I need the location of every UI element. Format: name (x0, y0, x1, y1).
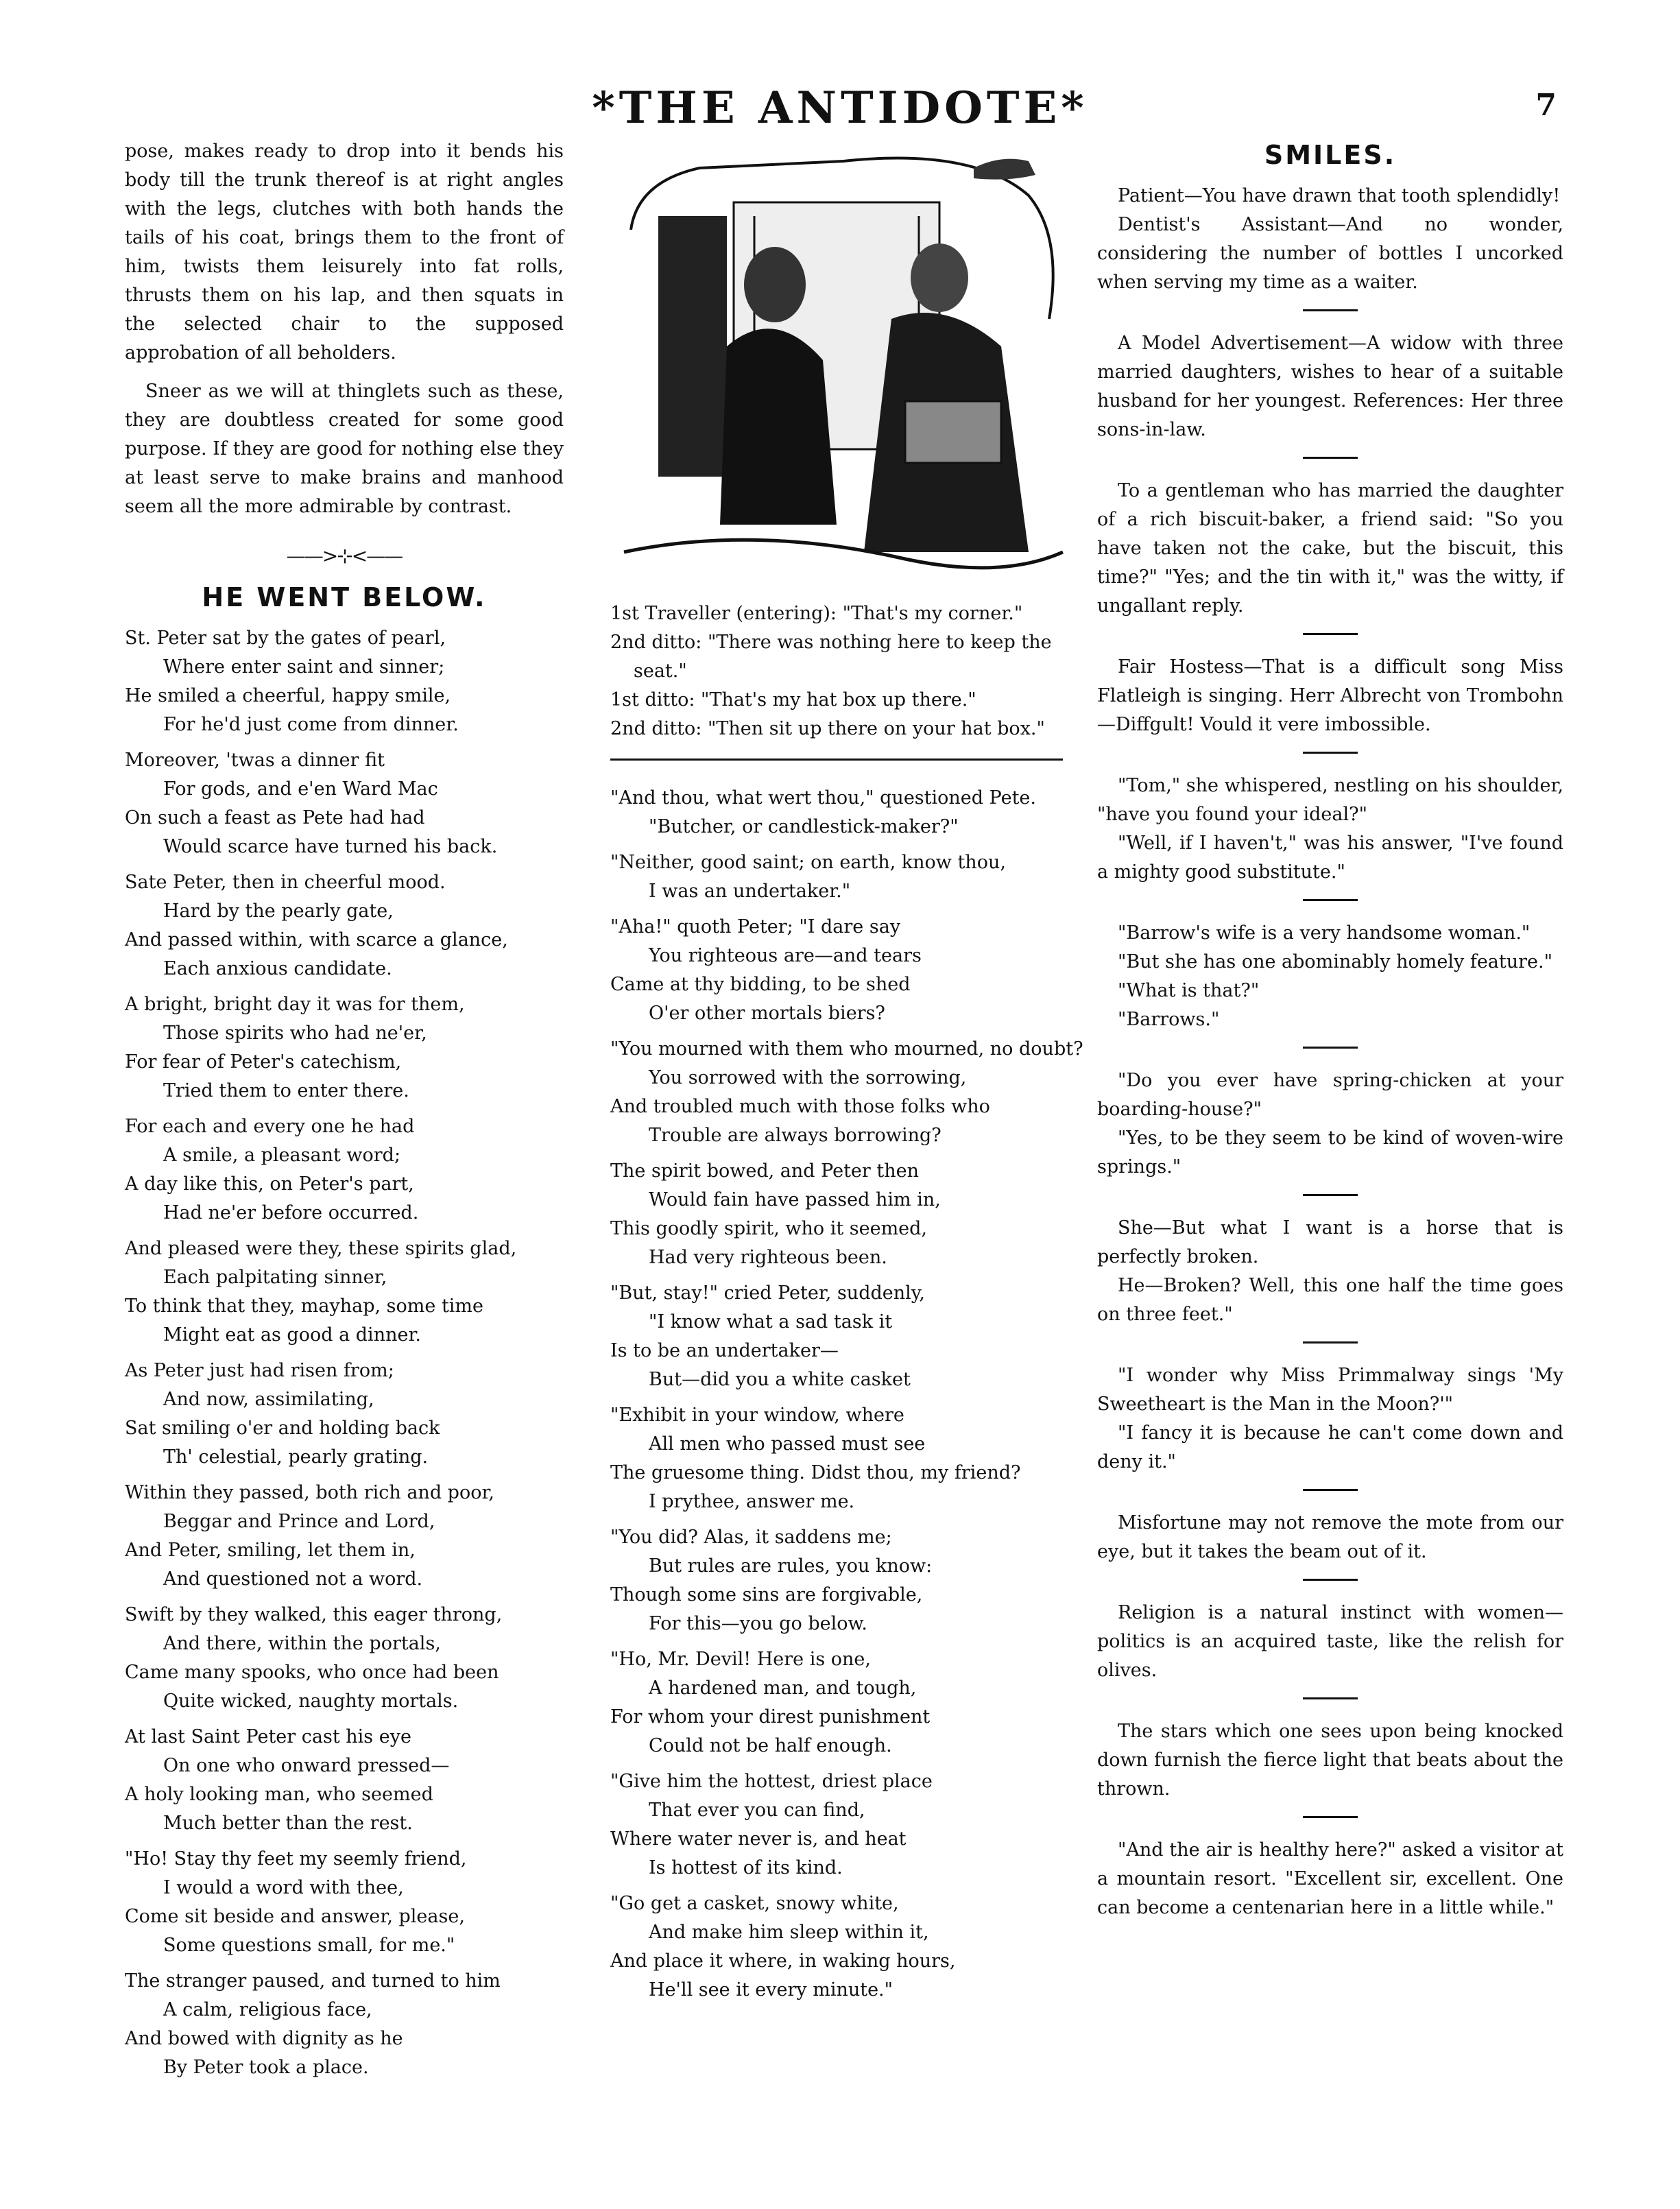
caption-line: 1st Traveller (entering): "That's my corner." (610, 603, 1023, 624)
poem-line: Would scarce have turned his back. (163, 836, 498, 857)
joke-paragraph: She—But what I want is a horse that is perfectly broken. (1097, 1217, 1563, 1267)
poem-line: Where enter saint and sinner; (163, 656, 445, 678)
poem-stanza (125, 1479, 564, 1594)
poem-line: "Ho! Stay thy feet my seemly friend, (125, 1848, 467, 1870)
poem-stanza (610, 1035, 1083, 1150)
poem-line: "Ho, Mr. Devil! Here is one, (610, 1649, 871, 1670)
poem-line: Would fain have passed him in, (649, 1189, 941, 1210)
joke-paragraph: The stars which one sees upon being knocked down furnish the fierce light that beats about the thrown. (1097, 1721, 1563, 1800)
poem-line: Where water never is, and heat (610, 1828, 907, 1850)
poem-line: But—did you a white casket (649, 1369, 911, 1390)
poem-line: For fear of Peter's catechism, (125, 1051, 402, 1073)
poem-line: "You did? Alas, it saddens me; (610, 1527, 892, 1548)
poem-part-two (610, 784, 1083, 2005)
poem-stanza (125, 990, 564, 1106)
poem-line: And troubled much with those folks who (610, 1096, 990, 1117)
joke-paragraph: Dentist's Assistant—And no wonder, considering the number of bottles I uncorked when serving my time as a waiter. (1097, 214, 1563, 293)
joke-item (1097, 1361, 1563, 1477)
poem-line: Moreover, 'twas a dinner fit (125, 750, 385, 771)
poem-stanza (610, 848, 1070, 906)
page-number: 7 (1535, 88, 1557, 123)
joke-paragraph: A Model Advertisement—A widow with three married daughters, wishes to hear of a suitable husband for her youngest. References: Her three sons-in-law. (1097, 333, 1563, 440)
poem-stanza (610, 913, 1070, 1028)
poem-stanza (125, 624, 564, 739)
joke-paragraph: To a gentleman who has married the daughter of a rich biscuit-baker, a friend said: "So you have taken not the cake, but the biscuit, this time?" "Yes; and the tin with it," was the witty, if ungallant reply. (1097, 480, 1563, 617)
poem-line: That ever you can find, (649, 1800, 865, 1821)
masthead-title: *THE ANTIDOTE* (592, 82, 1088, 134)
poem-line: Came many spooks, who once had been (125, 1662, 499, 1683)
item-divider (1303, 1579, 1358, 1581)
poem-line: Sat smiling o'er and holding back (125, 1418, 440, 1439)
poem-line: For this—you go below. (649, 1613, 867, 1634)
poem-line: A holy looking man, who seemed (125, 1784, 433, 1805)
poem-line: Tried them to enter there. (163, 1080, 409, 1101)
poem-part-one (125, 624, 564, 2082)
caption-line: 1st ditto: "That's my hat box up there." (610, 689, 976, 711)
poem-line: Hard by the pearly gate, (163, 900, 394, 922)
poem-stanza (125, 1967, 564, 2082)
poem-line: On such a feast as Pete had had (125, 807, 425, 828)
poem-line: Might eat as good a dinner. (163, 1324, 421, 1346)
poem-line: Is to be an undertaker— (610, 1340, 839, 1361)
poem-title: HE WENT BELOW. (202, 582, 487, 612)
poem-line: Could not be half enough. (649, 1735, 892, 1756)
poem-line: A bright, bright day it was for them, (125, 994, 465, 1015)
item-divider (1303, 1697, 1358, 1699)
joke-item (1097, 182, 1563, 297)
poem-line: "Give him the hottest, driest place (610, 1771, 933, 1792)
poem-line: And place it where, in waking hours, (610, 1950, 956, 1972)
left-column (125, 137, 564, 2089)
poem-line: Those spirits who had ne'er, (163, 1023, 427, 1044)
joke-paragraph: "Barrows." (1118, 1009, 1220, 1030)
poem-line: All men who passed must see (649, 1433, 926, 1455)
joke-paragraph: "But she has one abominably homely feature." (1118, 951, 1553, 972)
poem-line: And pleased were they, these spirits glad, (125, 1238, 517, 1259)
poem-line: "Aha!" quoth Peter; "I dare say (610, 916, 901, 938)
item-divider (1303, 1047, 1358, 1049)
poem-line: This goodly spirit, who it seemed, (610, 1218, 928, 1239)
poem-line: He smiled a cheerful, happy smile, (125, 685, 451, 706)
joke-paragraph: "Well, if I haven't," was his answer, "I've found a mighty good substitute." (1097, 833, 1563, 883)
smiles-list (1097, 182, 1563, 1922)
item-divider (1303, 1194, 1358, 1196)
poem-stanza (610, 1523, 1070, 1638)
poem-stanza (125, 1234, 564, 1350)
joke-item (1097, 1066, 1563, 1182)
joke-item (1097, 477, 1563, 621)
poem-line: And bowed with dignity as he (125, 2028, 403, 2049)
poem-line: You sorrowed with the sorrowing, (649, 1067, 967, 1088)
poem-stanza (125, 746, 564, 861)
joke-paragraph: "Tom," she whispered, nestling on his shoulder, "have you found your ideal?" (1097, 775, 1563, 825)
poem-stanza (610, 1279, 1070, 1394)
poem-line: On one who onward pressed— (163, 1755, 450, 1776)
poem-line: "And thou, what wert thou," questioned Pete. (610, 787, 1036, 809)
joke-item (1097, 1214, 1563, 1329)
poem-stanza (125, 1723, 564, 1838)
poem-line: For he'd just come from dinner. (163, 714, 459, 735)
train-compartment-illustration (617, 141, 1070, 580)
intro-paragraph: pose, makes ready to drop into it bends his body till the trunk thereof is at right angles with the legs, clutches with both hands the tails of his coat, brings them to the front of him, twists them leisurely into fat rolls, thrusts them on his lap, and then squats in the selected chair to the supposed approbation of all beholders. (125, 141, 564, 363)
poem-line: O'er other mortals biers? (649, 1003, 885, 1024)
joke-paragraph: "Barrow's wife is a very handsome woman." (1118, 922, 1531, 944)
poem-line: And questioned not a word. (163, 1568, 423, 1590)
joke-paragraph: "I fancy it is because he can't come down and deny it." (1097, 1422, 1563, 1472)
poem-line: Some questions small, for me." (163, 1935, 455, 1956)
joke-paragraph: "Yes, to be they seem to be kind of woven-wire springs." (1097, 1127, 1563, 1178)
poem-line: By Peter took a place. (163, 2057, 369, 2078)
joke-item (1097, 1717, 1563, 1804)
caption-line: 2nd ditto: "Then sit up there on your hat box." (610, 718, 1045, 739)
poem-line: Come sit beside and answer, please, (125, 1906, 465, 1927)
poem-stanza (125, 1112, 564, 1228)
poem-line: The gruesome thing. Didst thou, my friend? (610, 1462, 1021, 1483)
right-column (1097, 141, 1563, 1922)
item-divider (1303, 1489, 1358, 1491)
joke-item (1097, 772, 1563, 887)
poem-line: "But, stay!" cried Peter, suddenly, (610, 1282, 926, 1304)
poem-stanza (610, 1645, 1070, 1760)
joke-item (1097, 329, 1563, 444)
poem-stanza (125, 868, 564, 983)
poem-line: Within they passed, both rich and poor, (125, 1482, 494, 1503)
poem-stanza (610, 1889, 1070, 2005)
poem-line: Had ne'er before occurred. (163, 1202, 419, 1223)
poem-line: Had very righteous been. (649, 1247, 887, 1268)
item-divider (1303, 457, 1358, 459)
poem-stanza (125, 1357, 564, 1472)
section-rule (610, 759, 1063, 761)
joke-item (1097, 653, 1563, 739)
poem-line: A hardened man, and tough, (649, 1677, 917, 1699)
joke-paragraph: "What is that?" (1118, 980, 1260, 1001)
poem-line: St. Peter sat by the gates of pearl, (125, 628, 446, 649)
poem-stanza (610, 1767, 1070, 1883)
joke-item (1097, 919, 1563, 1034)
poem-line: And Peter, smiling, let them in, (125, 1540, 416, 1561)
poem-line: Each palpitating sinner, (163, 1267, 387, 1288)
poem-line: The spirit bowed, and Peter then (610, 1160, 919, 1182)
joke-paragraph: He—Broken? Well, this one half the time goes on three feet." (1097, 1275, 1563, 1325)
poem-stanza (610, 1401, 1070, 1516)
poem-line: Beggar and Prince and Lord, (163, 1511, 435, 1532)
poem-line: And now, assimilating, (163, 1389, 374, 1410)
joke-item (1097, 1836, 1563, 1922)
poem-line: Sate Peter, then in cheerful mood. (125, 872, 446, 893)
poem-line: And passed within, with scarce a glance, (125, 929, 508, 951)
poem-line: Th' celestial, pearly grating. (163, 1446, 429, 1468)
illustration-caption (610, 599, 1070, 743)
intro-paragraph: Sneer as we will at thinglets such as these, they are doubtless created for some good purpose. If they are good for nothing else they at least serve to make brains and manhood seem all the more admirable by contrast. (125, 381, 564, 517)
poem-line: Each anxious candidate. (163, 958, 392, 979)
item-divider (1303, 752, 1358, 754)
poem-line: As Peter just had risen from; (125, 1360, 394, 1381)
poem-line: Came at thy bidding, to be shed (610, 974, 911, 995)
poem-line: Is hottest of its kind. (649, 1857, 843, 1878)
poem-line: "Neither, good saint; on earth, know thou, (610, 852, 1006, 873)
joke-paragraph: Religion is a natural instinct with women—politics is an acquired taste, like the relish for olives. (1097, 1602, 1563, 1681)
poem-line: A calm, religious face, (163, 1999, 372, 2020)
poem-line: He'll see it every minute." (649, 1979, 893, 2001)
poem-line: Much better than the rest. (163, 1813, 413, 1834)
poem-line: And there, within the portals, (163, 1633, 441, 1654)
poem-line: A day like this, on Peter's part, (125, 1173, 414, 1195)
joke-paragraph: Misfortune may not remove the mote from our eye, but it takes the beam out of it. (1097, 1512, 1563, 1562)
joke-item (1097, 1599, 1563, 1685)
poem-line: At last Saint Peter cast his eye (125, 1726, 411, 1747)
poem-line: And make him sleep within it, (649, 1922, 929, 1943)
poem-line: You righteous are—and tears (649, 945, 922, 966)
poem-stanza (125, 1601, 564, 1716)
item-divider (1303, 1341, 1358, 1344)
joke-paragraph: "And the air is healthy here?" asked a visitor at a mountain resort. "Excellent sir, excellent. One can become a centenarian here in a little while." (1097, 1839, 1563, 1918)
poem-line: A smile, a pleasant word; (163, 1145, 401, 1166)
poem-line: To think that they, mayhap, some time (125, 1295, 484, 1317)
poem-line: Trouble are always borrowing? (649, 1125, 941, 1146)
poem-line: But rules are rules, you know: (649, 1555, 933, 1577)
item-divider (1303, 899, 1358, 901)
poem-line: For each and every one he had (125, 1116, 415, 1137)
middle-column (610, 141, 1083, 2011)
poem-stanza (125, 1845, 564, 1960)
item-divider (1303, 1816, 1358, 1818)
joke-paragraph: Fair Hostess—That is a difficult song Miss Flatleigh is singing. Herr Albrecht von Trombohn—Diffgult! Vould it vere imbossible. (1097, 656, 1563, 735)
ornament-divider: ——>⊹<—— (286, 545, 403, 567)
poem-line: Swift by they walked, this eager throng, (125, 1604, 503, 1625)
poem-line: The stranger paused, and turned to him (125, 1970, 501, 1992)
poem-line: I prythee, answer me. (649, 1491, 855, 1512)
poem-line: "Butcher, or candlestick-maker?" (649, 816, 959, 837)
poem-stanza (610, 784, 1070, 841)
poem-line: For whom your direst punishment (610, 1706, 931, 1728)
poem-line: "I know what a sad task it (649, 1311, 893, 1333)
item-divider (1303, 633, 1358, 635)
poem-line: Though some sins are forgivable, (610, 1584, 923, 1605)
joke-paragraph: "Do you ever have spring-chicken at your boarding-house?" (1097, 1070, 1563, 1120)
poem-line: "Go get a casket, snowy white, (610, 1893, 899, 1914)
joke-paragraph: "I wonder why Miss Primmalway sings 'My Sweetheart is the Man in the Moon?'" (1097, 1365, 1563, 1415)
poem-line: I was an undertaker." (649, 881, 851, 902)
poem-line: "You mourned with them who mourned, no doubt? (610, 1038, 1083, 1060)
smiles-title: SMILES. (1264, 140, 1397, 170)
caption-line: 2nd ditto: "There was nothing here to keep the seat." (610, 632, 1052, 682)
poem-stanza (610, 1157, 1070, 1272)
poem-line: For gods, and e'en Ward Mac (163, 778, 438, 800)
poem-line: Quite wicked, naughty mortals. (163, 1691, 459, 1712)
item-divider (1303, 309, 1358, 311)
joke-paragraph: Patient—You have drawn that tooth splendidly! (1118, 185, 1561, 206)
poem-line: I would a word with thee, (163, 1877, 404, 1898)
poem-line: "Exhibit in your window, where (610, 1405, 904, 1426)
joke-item (1097, 1509, 1563, 1566)
